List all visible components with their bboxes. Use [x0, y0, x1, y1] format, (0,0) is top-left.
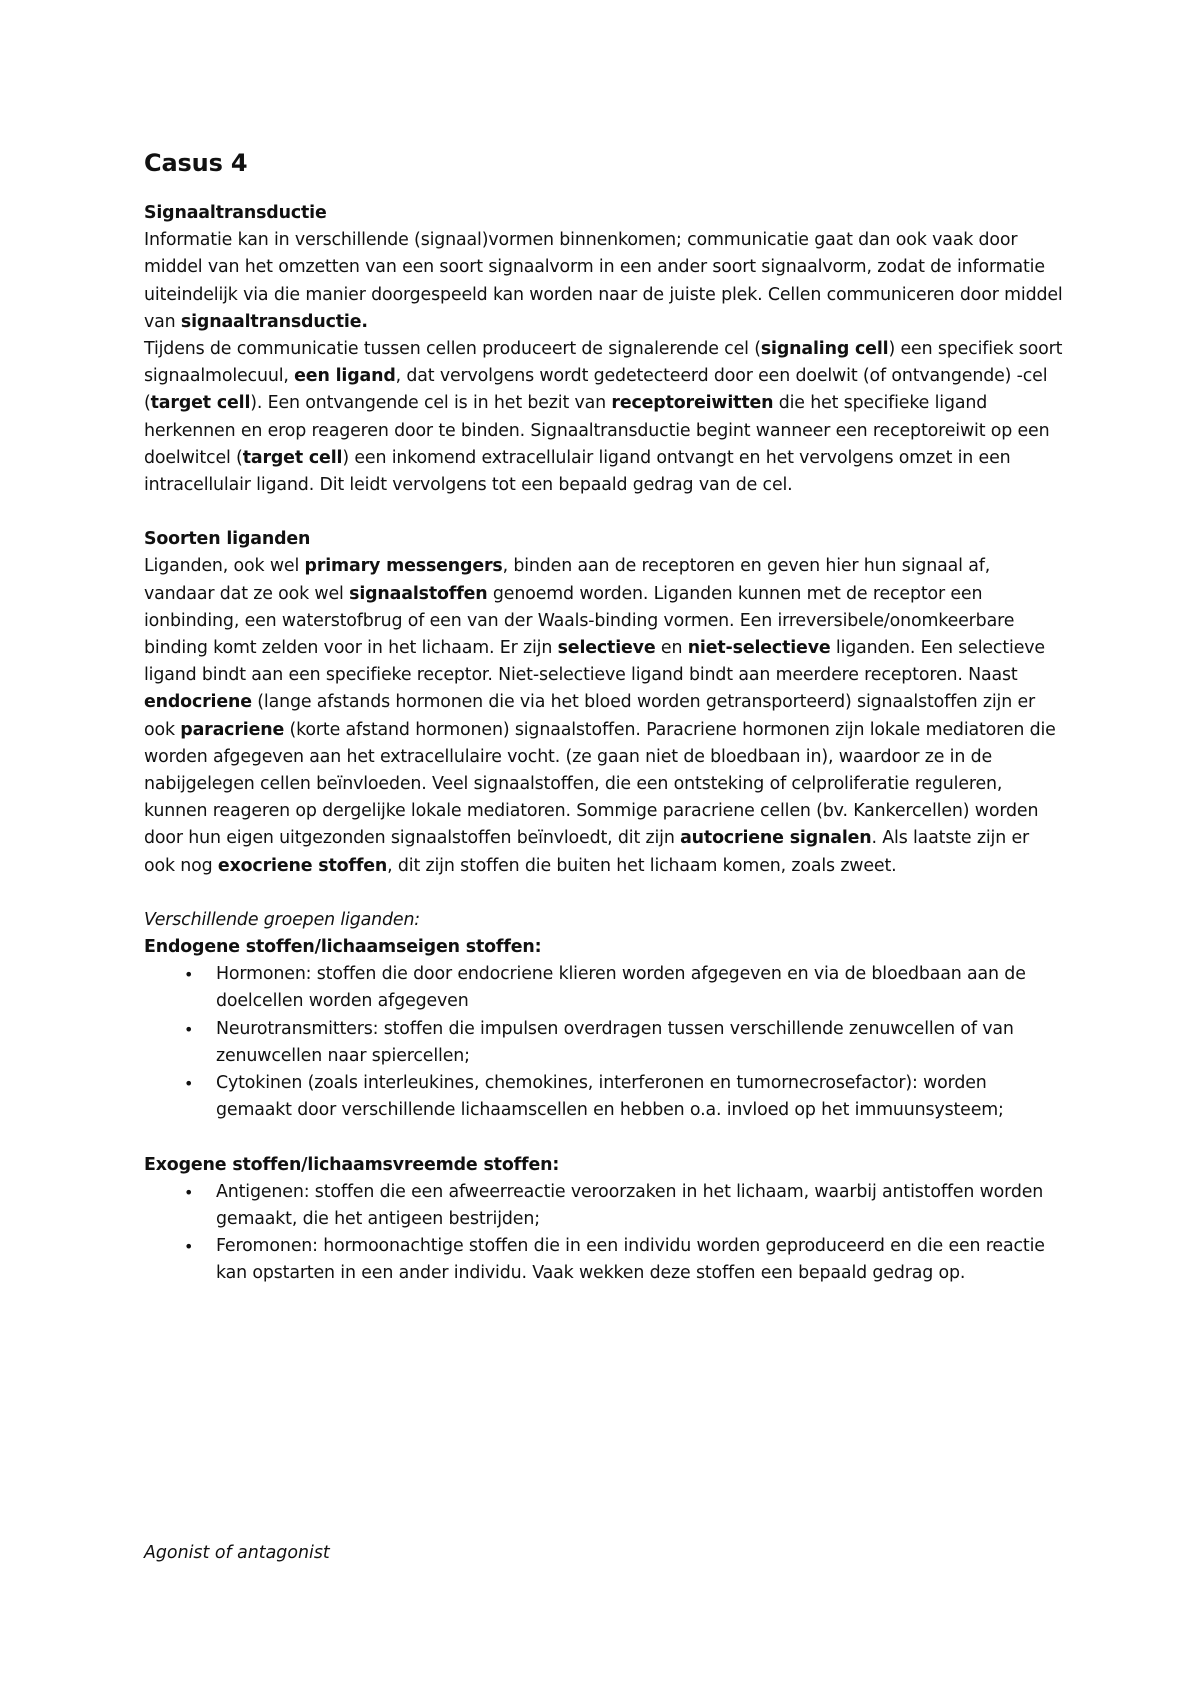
text-run: Liganden, ook wel — [144, 556, 305, 577]
bold-term: signaalstoffen — [349, 583, 488, 604]
text-run: ) een inkomend extracellulair ligand ontvangt en het vervolgens omzet in een intracellulair ligand. Dit leidt vervolgens tot een bepaald gedrag van de cel. — [144, 447, 1011, 496]
list-item — [144, 1179, 1064, 1233]
subheading-groepen: Verschillende groepen liganden: — [144, 909, 421, 930]
bold-term: selectieve — [557, 638, 656, 659]
document-title: Casus 4 — [144, 149, 248, 177]
text-run: (korte afstand hormonen) signaalstoffen. Paracriene hormonen zijn lokale mediatoren die worden afgegeven aan het extracellulaire vocht. (ze gaan niet de bloedbaan in), waardoor ze in de nabijgelegen cellen beïnvloeden. Veel signaalstoffen, die een ontsteking of celproliferatie reguleren, kunnen reageren op dergelijke lokale mediatoren. Sommige paracriene cellen (bv. Kankercellen) worden door hun eigen uitgezonden signaalstoffen beïnvloedt, dit zijn — [144, 719, 1056, 849]
text-run: . Als laatste zijn er ook nog — [144, 828, 1029, 876]
bullet-icon: • — [184, 1237, 194, 1257]
text-run: , dit zijn stoffen die buiten het lichaam komen, zoals zweet. — [387, 855, 897, 876]
paragraph — [144, 227, 1064, 336]
heading-agonist-of-antagonist: Agonist of antagonist — [144, 1543, 330, 1563]
bold-term: endocriene — [144, 692, 252, 713]
document-body — [144, 148, 1064, 1288]
paragraph — [144, 336, 1064, 499]
list-item-text: Cytokinen (zoals interleukines, chemokines, interferonen en tumornecrosefactor): worden gemaakt door verschillende lichaamscellen en hebben o.a. invloed op het immuunsysteem; — [216, 1073, 1004, 1121]
bold-term: target cell — [150, 393, 251, 414]
spacer — [144, 880, 1064, 907]
exogenous-list — [144, 1179, 1064, 1288]
bold-term: exocriene stoffen — [217, 855, 388, 876]
bullet-icon: • — [184, 1074, 194, 1094]
text-run: ). Een ontvangende cel is in het bezit van — [250, 393, 612, 414]
section-heading-soorten-liganden: Soorten liganden — [144, 529, 311, 550]
text-run: Informatie kan in verschillende (signaal)vormen binnenkomen; communicatie gaat dan ook vaak door middel van het omzetten van een soort signaalvorm in een ander soort signaalvorm, zodat de informatie uiteindelijk via die manier doorgespeeld kan worden naar de juiste plek. Cellen communiceren door middel van — [144, 230, 1063, 332]
bold-term: primary messengers — [304, 556, 503, 577]
heading-exogene-stoffen: Exogene stoffen/lichaamsvreemde stoffen: — [144, 1154, 560, 1175]
bold-term: signaling cell — [760, 339, 889, 360]
bold-term: receptoreiwitten — [611, 393, 774, 414]
list-item — [144, 961, 1064, 1015]
text-run: genoemd worden. Liganden kunnen met de receptor een ionbinding, een waterstofbrug of een van der Waals-binding vormen. Een irreversibele/onomkeerbare binding komt zelden voor in het lichaam. Er zijn — [144, 583, 1015, 659]
list-item-text: Antigenen: stoffen die een afweerreactie veroorzaken in het lichaam, waarbij antistoffen worden gemaakt, die het antigeen bestrijden; — [216, 1181, 1044, 1229]
text-run: die het specifieke ligand herkennen en erop reageren door te binden. Signaaltransductie begint wanneer een receptoreiwit op een doelwitcel ( — [144, 393, 1050, 468]
text-run: ) een specifiek soort signaalmolecuul, — [144, 339, 1063, 387]
bold-term: niet-selectieve — [687, 638, 831, 659]
bullet-icon: • — [184, 1019, 194, 1039]
paragraph — [144, 553, 1064, 879]
bold-term: signaaltransductie. — [180, 311, 368, 332]
text-run: , binden aan de receptoren en geven hier hun signaal af, vandaar dat ze ook wel — [144, 556, 991, 604]
bold-term: autocriene signalen — [680, 828, 872, 849]
bullet-icon: • — [184, 1182, 194, 1202]
bold-term: een ligand — [294, 366, 396, 387]
text-run: liganden. Een selectieve ligand bindt aan een specifieke receptor. Niet-selectieve ligand bindt aan meerdere receptoren. Naast — [144, 638, 1045, 686]
list-item-text: Feromonen: hormoonachtige stoffen die in een individu worden geproduceerd en die een reactie kan opstarten in een ander individu. Vaak wekken deze stoffen een bepaald gedrag op. — [216, 1236, 1045, 1284]
bold-term: paracriene — [180, 719, 285, 740]
list-item-text: Hormonen: stoffen die door endocriene klieren worden afgegeven en via de bloedbaan aan de doelcellen worden afgegeven — [216, 964, 1026, 1012]
heading-endogene-stoffen: Endogene stoffen/lichaamseigen stoffen: — [144, 937, 542, 958]
section-heading-signaaltransductie: Signaaltransductie — [144, 203, 327, 223]
list-item-text: Neurotransmitters: stoffen die impulsen overdragen tussen verschillende zenuwcellen of van zenuwcellen naar spiercellen; — [216, 1018, 1014, 1066]
spacer — [144, 499, 1064, 526]
text-run: Tijdens de communicatie tussen cellen produceert de signalerende cel ( — [144, 339, 761, 360]
list-item — [144, 1233, 1064, 1287]
bullet-icon: • — [184, 965, 194, 985]
list-item — [144, 1070, 1064, 1124]
text-run: (lange afstands hormonen die via het bloed worden getransporteerd) signaalstoffen zijn er ook — [144, 692, 1036, 740]
text-run: , dat vervolgens wordt gedetecteerd door een doelwit (of ontvangende) -cel ( — [144, 366, 1048, 414]
bold-term: target cell — [242, 447, 343, 468]
text-run: en — [655, 638, 688, 659]
endogenous-list — [144, 961, 1064, 1124]
list-item — [144, 1016, 1064, 1070]
spacer — [144, 1125, 1064, 1152]
